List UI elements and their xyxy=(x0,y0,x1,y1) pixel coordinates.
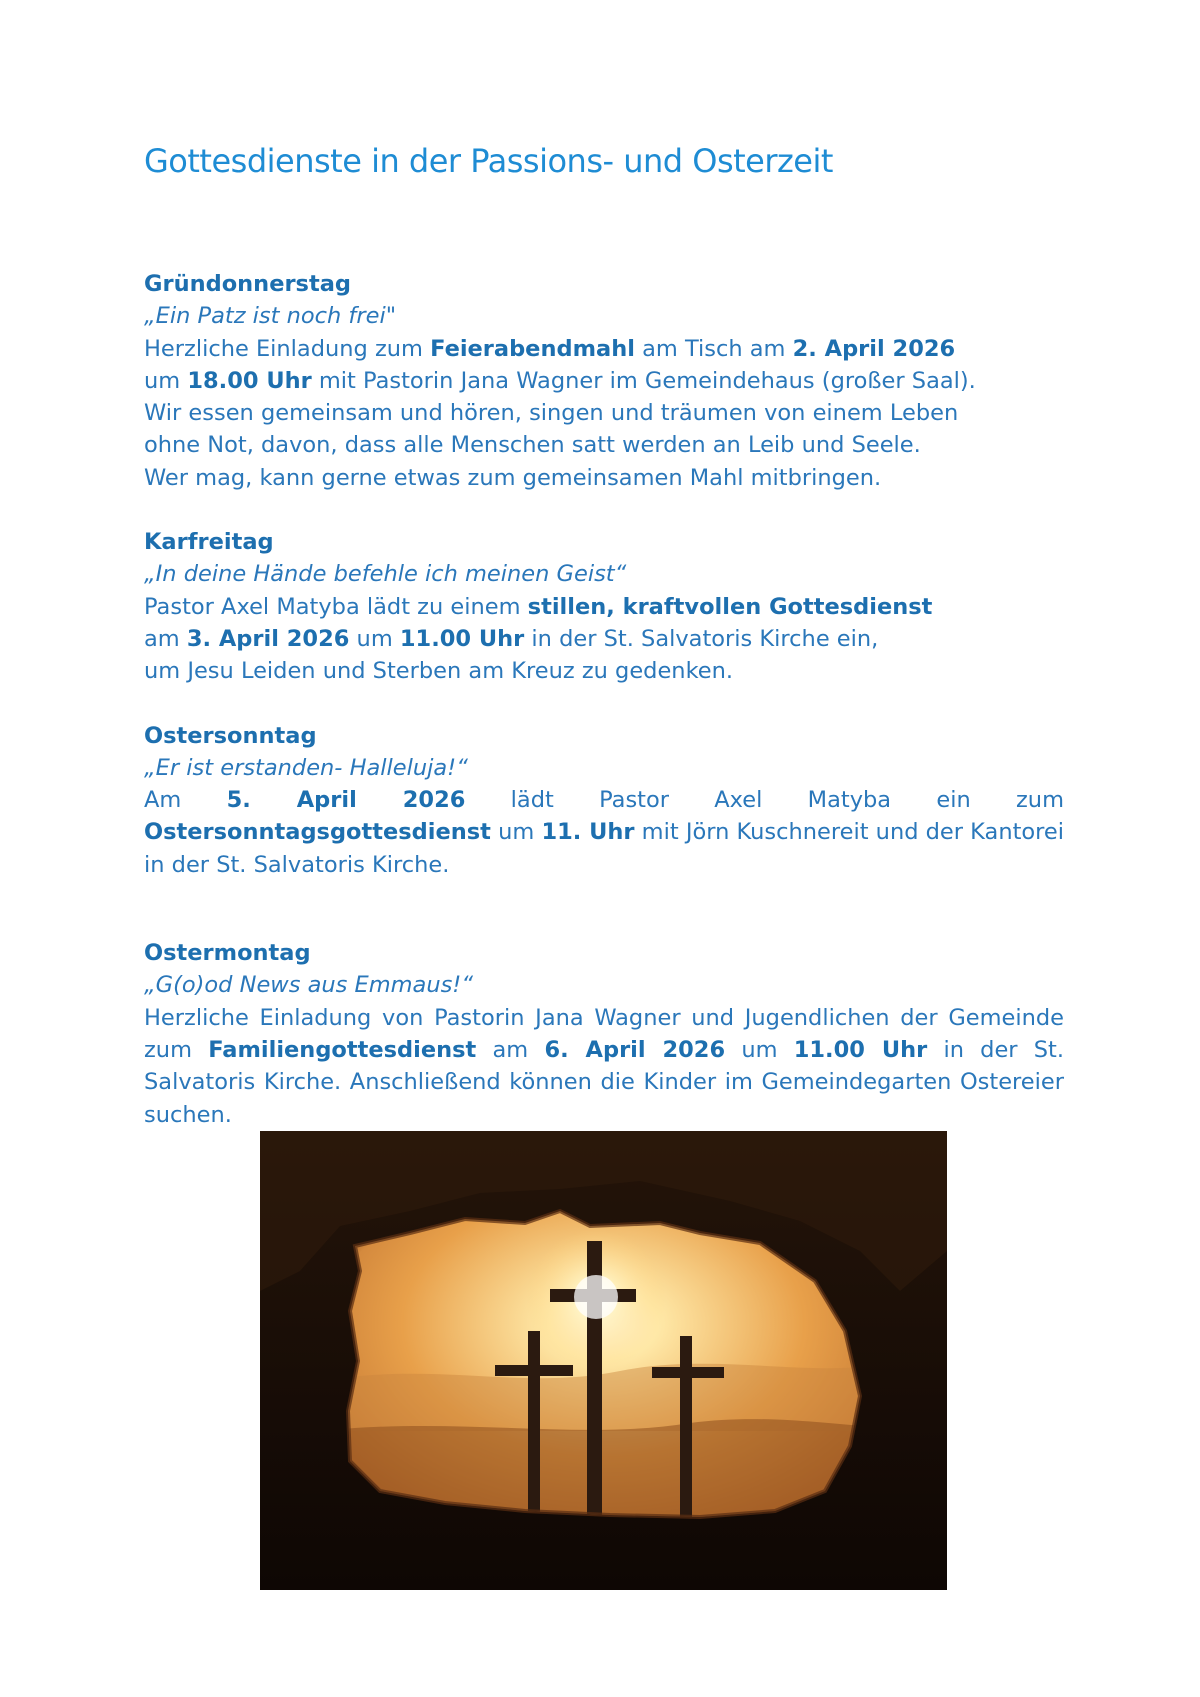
body-emphasis: 11.00 Uhr xyxy=(793,1036,928,1063)
section-quote: „Ein Patz ist noch frei" xyxy=(144,303,397,330)
body-emphasis: 6. April 2026 xyxy=(544,1036,726,1063)
three-crosses-image xyxy=(260,1131,947,1590)
section-ostersonntag xyxy=(144,720,1064,881)
section-quote: „G(o)od News aus Emmaus!“ xyxy=(144,972,473,999)
body-text: am xyxy=(476,1036,545,1063)
section-heading: Karfreitag xyxy=(144,529,274,556)
body-emphasis: Ostersonntagsgottesdienst xyxy=(144,819,491,846)
section-line: Wir essen gemeinsam und hören, singen und träumen von einem Leben xyxy=(144,400,959,427)
section-karfreitag xyxy=(144,526,1064,687)
body-text: mit Pastorin Jana Wagner im Gemeindehaus (großer Saal). xyxy=(311,367,976,394)
body-emphasis: Familiengottesdienst xyxy=(208,1036,477,1063)
body-emphasis: stillen, kraftvollen Gottesdienst xyxy=(527,593,933,620)
body-text: am xyxy=(144,625,187,652)
section-line: Wer mag, kann gerne etwas zum gemeinsamen Mahl mitbringen. xyxy=(144,464,882,491)
body-emphasis: 5. April 2026 xyxy=(226,787,466,814)
section-heading: Gründonnerstag xyxy=(144,271,351,297)
body-emphasis: 11.00 Uhr xyxy=(399,625,525,652)
section-ostermontag xyxy=(144,937,1064,1131)
body-text: am Tisch am xyxy=(634,335,793,362)
body-text: um xyxy=(490,819,542,846)
section-line xyxy=(144,623,1064,655)
body-emphasis: 11. Uhr xyxy=(541,819,635,846)
section-paragraph xyxy=(144,784,1064,881)
section-quote: „In deine Hände befehle ich meinen Geist“ xyxy=(144,561,627,588)
section-line xyxy=(144,591,1064,623)
body-text: lädt Pastor Axel Matyba ein zum xyxy=(465,787,1064,814)
body-text: Herzliche Einladung von Pastorin Jana Wagner und Jugendlichen der Gemeinde zum xyxy=(144,1004,1064,1063)
body-text: mit Jörn Kuschnereit und der Kantorei in der St. Salvatoris Kirche. xyxy=(144,819,1065,878)
body-text: um xyxy=(144,367,188,394)
content xyxy=(144,268,1064,1131)
body-emphasis: Feierabendmahl xyxy=(430,335,635,362)
body-text: Herzliche Einladung zum xyxy=(144,335,431,362)
body-text: Am xyxy=(144,787,227,814)
body-text: um xyxy=(725,1036,794,1063)
body-text: in der St. Salvatoris Kirche ein, xyxy=(524,625,879,652)
section-line: um Jesu Leiden und Sterben am Kreuz zu gedenken. xyxy=(144,658,734,685)
section-quote: „Er ist erstanden- Halleluja!“ xyxy=(144,754,468,781)
page-title: Gottesdienste in der Passions- und Osterzeit xyxy=(144,142,833,180)
section-line: ohne Not, davon, dass alle Menschen satt werden an Leib und Seele. xyxy=(144,432,921,459)
body-emphasis: 3. April 2026 xyxy=(186,625,350,652)
section-heading: Ostersonntag xyxy=(144,722,317,749)
body-emphasis: 18.00 Uhr xyxy=(187,367,312,394)
body-text: um xyxy=(349,625,400,652)
section-line xyxy=(144,365,1064,397)
section-paragraph xyxy=(144,1002,1064,1131)
body-text: Pastor Axel Matyba lädt zu einem xyxy=(144,593,528,620)
section-heading: Ostermontag xyxy=(144,940,311,967)
body-text: in der St. Salvatoris Kirche. Anschließend können die Kinder im Gemeindegarten Ostereier suchen. xyxy=(144,1036,1065,1128)
section-gruendonnerstag xyxy=(144,268,1064,494)
section-line xyxy=(144,333,1064,365)
body-emphasis: 2. April 2026 xyxy=(792,335,956,362)
